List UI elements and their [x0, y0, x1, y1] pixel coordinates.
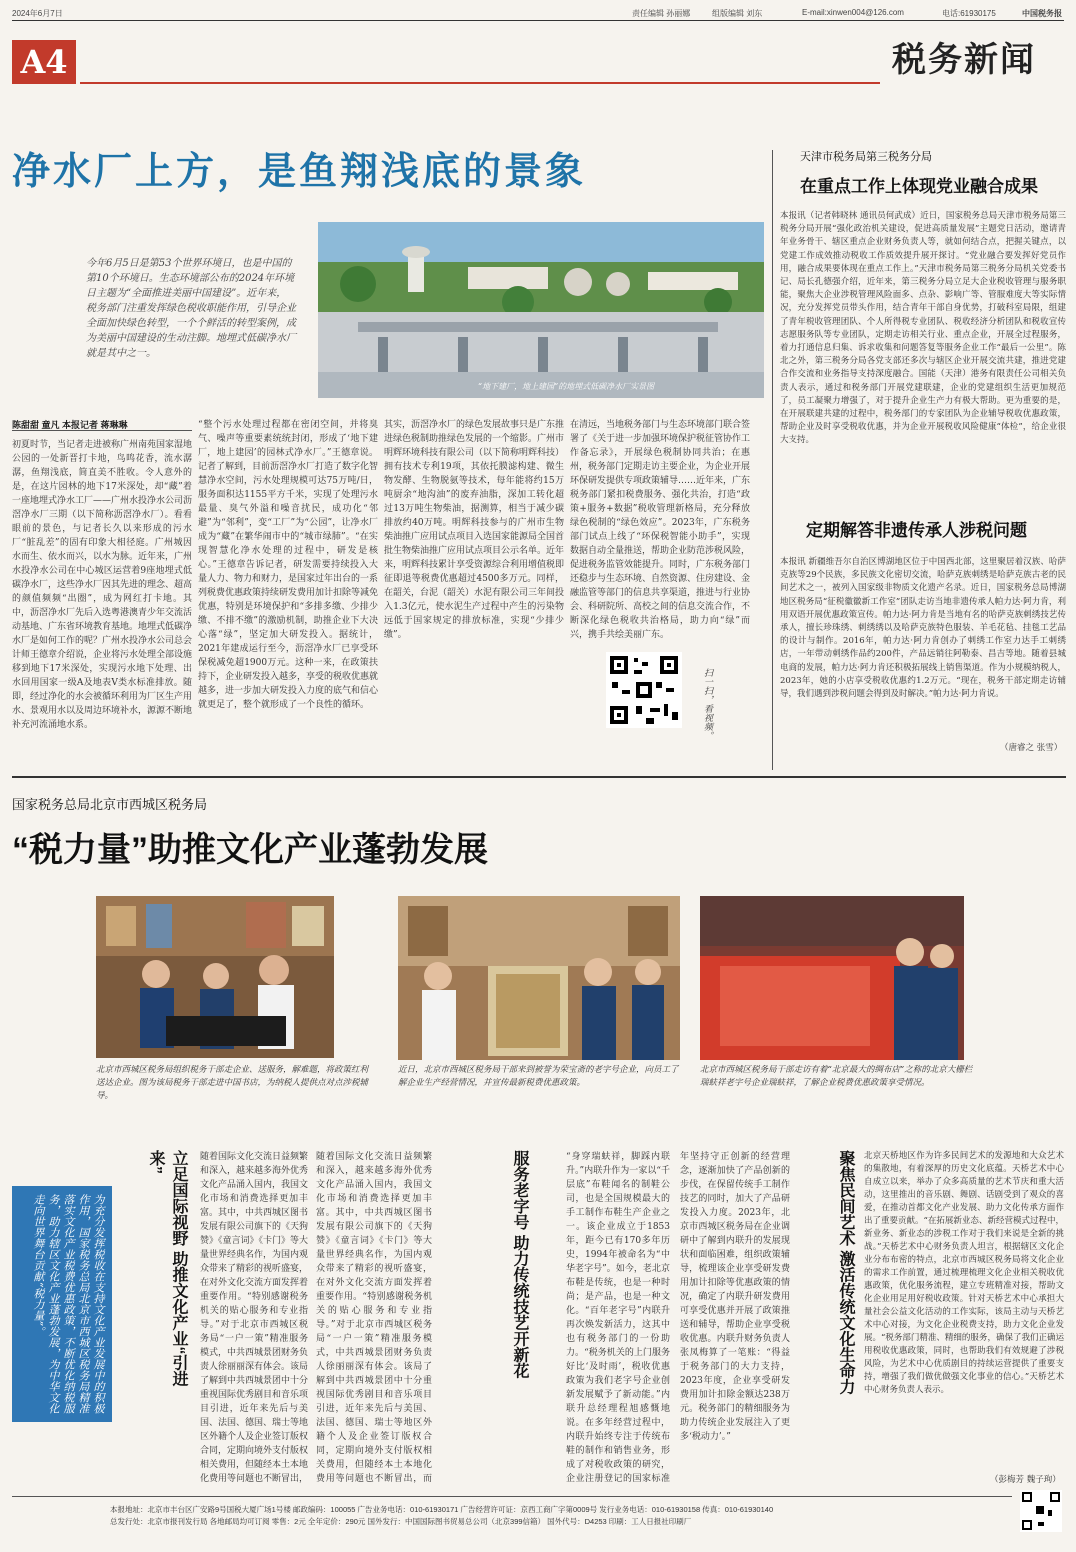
video-qr-code[interactable] — [606, 652, 682, 728]
sidebar2-body: 本报讯 新疆维吾尔自治区博湖地区位于中国西北部，这里聚居着汉族、哈萨克族等29个民族，多民族文化密切交流，哈萨克族刺绣是哈萨克族古老的民间艺术之一，被列入国家级非物质文化遗产名录。近日，国家税务总局博湖地区税务局“征税徽徽新工作室”团队走访当地非遗传承人帕力达·阿力肯，利用双语开展优惠政策宣传。帕力达·阿力肯是当地有名的哈萨克族刺绣技艺传承人，擅长珍珠绣、刺绣绣以及哈萨克族特色服装、羊毛花毡、挂毯工艺品的设计与制作。2016年，帕力达·阿力肯创办了刺绣工作室力达手工刺绣店，一年带动刺绣作品约200件，产品远销往阿勒泰、昌吉等地。随着县城电商的发展，帕力达·阿力肯还积极拓展线上销售渠道。作为小规模纳税人，2023年，她的小店享受税收优惠约1.2万元。“现在，税务干部定期走访辅导，我们遇到涉税问题会得到及时解决。”帕力达·阿力肯说。 — [780, 557, 1066, 700]
byline-rule — [12, 430, 192, 431]
lead-photo — [318, 222, 764, 398]
header-rule — [80, 82, 880, 84]
sub1-headline: 立足国际视野 助推文化产业“引进来” — [147, 1150, 187, 1387]
second-byline: （彭梅芳 魏子珣） — [990, 1475, 1061, 1485]
editor-note: 为充分发挥税收在支持文化产业发展中的积极作用，国家税务总局北京市西城区税务局精准落实文化产业税费优惠政策，不断优化纳税服务，助力辖区文化产业蓬勃发展，为中华文化走向世界舞台贡献“税力量”。 — [32, 1194, 105, 1414]
lead-column-2: “整个污水处理过程都在密闭空间，并将臭气、噪声等重要素统统封闭，形成了‘地下建厂，地上建园’的园林式净水厂。”王德章说。记者了解到，目前沥滘净水厂打造了数字化智慧净水空间，污水处理规模可达75万吨/日，服务面积达1155平方千米，实现了处理污水最量、臭气外溢和噪音扰民，成功化“邻避”为“邻利”，变“工厂”为“公园”，让净水厂成为“藏”在繁华闹市中的“城市绿肺”。“在实现智慧化净水处理的过程中，研发是核心。”王德章告诉记者，研发需要持续投入大量人力、物力和财力，是国家过年出台的一系列税费优惠政策持续研发费用加计扣除等减免优惠，特别是环境保护和“多排多缴、少排少缴、不排不缴”的激励机制，助推企业下大决心落“绿”，坚定加大研发投入。据统计，2021年建成运行至今，沥滘净水厂已享受环保税减免超1900万元。这种一来，在政策扶持下，企业研发投入越多，享受的税收优惠就越多，进一步加大研发投入力度的底气和信心就更足了，整个就形成了一个良性的循环。 — [198, 420, 378, 710]
footer-line-1: 本报地址：北京市丰台区广安路9号国税大厦广场1号楼 邮政编码：100055 广告业务电话：010-61930171 广告经营许可证：京西工商广字第0009号 发行业务电话：010-61930158 传真：010-61930140 — [110, 1505, 774, 1514]
lead-photo-caption: “地下建厂，地上建园”的地埋式低碳净水厂实景图 — [478, 382, 655, 391]
lead-intro: 今年6月5日是第53个世界环境日，也是中国的第10个环境日。生态环境部公布的2024年环境日主题为“全面推进美丽中国建设”。近年来，税务部门注重发挥绿色税收职能作用，引导企业全面加快绿色转型，一个个鲜活的转型案例，成为美丽中国建设的生动注脚。地埋式低碳净水厂就是其中之一。 — [86, 258, 296, 359]
page-number: A4 — [12, 40, 76, 84]
footer-qr-code[interactable] — [1020, 1490, 1062, 1532]
sub3-headline: 聚焦民间艺术 激活传统文化生命力 — [837, 1150, 854, 1395]
issue-date: 2024年6月7日 — [12, 9, 63, 18]
footer-rule — [12, 1496, 1012, 1497]
photo-ruifuxiang — [700, 896, 964, 1060]
lead-headline: 净水厂上方，是鱼翔浅底的景象 — [12, 148, 587, 193]
sidebar2-headline: 定期解答非遗传承人涉税问题 — [806, 521, 1027, 540]
second-headline: “税力量”助推文化产业蓬勃发展 — [12, 831, 488, 869]
water-plant-illustration — [318, 222, 764, 398]
sub3-body: 北京天桥地区作为许多民间艺术的发源地和大众艺术的集散地，有着深厚的历史文化底蕴。天桥艺术中心自成立以来，举办了众多高质量的艺术节庆和重大活动，这里推出的音乐剧、舞剧、话剧受到了观众的喜爱，在推动首都文化产业发展、助力文化传承方面作出了重要贡献。“在拓展新业态、新经营模式过程中，新业务、新业态的涉税工作对于我们来说是全新的挑战。”天桥艺术中心财务负责人坦言，根据辖区文化企业分布布密的特点，北京市西城区税务局将文化企业的需求工作前置，通过梳理梳理文化企业相关税收优惠政策，优化服务流程，建立专班精准对接，帮助文化企业用足用好税收政策。针对天桥艺术中心承担大量社会公益文化活动的工作实际，该局主动与天桥艺术中心对接，为文化企业税费支持，助力文化企业发展。“税务部门精准、精细的服务，确保了我们正确运用税收优惠政策，同时，也帮助我们有效规避了涉税风险，为艺术中心优质剧目的持续运营提供了重要支持，增强了我们做优做强文化事业的信心。”天桥艺术中心财务负责人表示。 — [864, 1151, 1064, 1395]
sidebar2-byline: （唐睿之 张雪） — [1000, 743, 1063, 753]
section-divider — [12, 776, 1066, 778]
footer-line-2: 总发行处：北京市报刊发行局 各地邮局均可订阅 零售：2元 全年定价：290元 国外发行：中国国际图书贸易总公司（北京399信箱） 国外代号：D4253 印刷：工人日报社印刷厂 — [110, 1517, 692, 1526]
photo3-caption: 北京市西城区税务局干部走访有着“北京最大的绸布店”之称的北京大栅栏瑞蚨祥老字号企业瑞蚨祥，了解企业税费优惠政策享受情况。 — [700, 1065, 973, 1088]
contact-email: E-mail:xinwen004@126.com — [802, 8, 904, 17]
qr-code-icon — [1020, 1490, 1062, 1532]
editor-credit: 责任编辑 孙丽娜 — [632, 9, 691, 18]
photo-bookstore — [96, 896, 334, 1058]
editor-note-box — [12, 1186, 112, 1422]
qr-code-icon — [606, 652, 682, 728]
sub2-body-2: 年坚持守正创新的经营理念，逐渐加快了产品创新的步伐，在保留传统手工制作技艺的同时，加大了产品研发投入力度。2023年，北京市西城区税务局在企业调研中了解到内联升的发展现状和面临困难，组织政策辅导，梳理该企业享受研发费用加计扣除等优惠政策的情况，确定了内联升研发费用可享受优惠并开展了政策推送和辅导，帮助企业享受税收优惠。内联升财务负责人张凤梅算了一笔账：“得益于税务部门的大力支持，2023年度，企业享受研发费用加计扣除金额达238万元。税务部门的精细服务为助力传统企业发展注入了更多‘税动力’。” — [680, 1152, 790, 1442]
section-title: 税务新闻 — [892, 40, 1036, 80]
sub2-body-1: “身穿瑞蚨祥，脚踩内联升。”内联升作为一家以“千层底”布鞋闻名的制鞋公司，也是全国规模最大的手工制作布鞋生产企业之一。该企业成立于1853年，距今已有170多年历史，1994年被命名为“中华老字号”。如今，老北京布鞋是传统，也是一种时尚；是产品，也是一种文化。“百年老字号”内联升再次焕发新活力，这其中也有税务部门的一份助力。“税务机关的上门服务好比‘及时雨’，税收优惠政策为我们老字号企业创新发展赋予了新动能。”内联升总经理程旭感慨地说。在多年经营过程中，内联升始终专注于传统布鞋的制作和销售业务，形成了对税收政策的研究，企业注册登记的国家标准 — [566, 1152, 670, 1484]
composer-credit: 组版编辑 刘东 — [712, 9, 763, 18]
sub1-body-1: 随着国际文化交流日益频繁和深入，越来越多海外优秀文化产品涌入国内，我国文化市场和消费选择更加丰富。其中，中共西城区图书发展有限公司旗下的《天狗赞》《童言词》《卡门》等大量世界经典名作，为国内观众带来了精彩的视听盛宴，在对外文化交流方面发挥着重要作用。“特别感谢税务机关的贴心服务和专业指导。”对于北京市西城区税务局“一户一策”精准服务模式，中共西城景团财务负责人徐丽丽深有体会。该局了解到中共西城景团中十分重视国际优秀剧目和音乐项目引进，近年来先后与美国、法国、德国、瑞士等地区外籍个人及企业签订版权合同，定期向境外支付版权相关费用，但随经本土本地化费用等问题也不断冒出， — [200, 1152, 308, 1484]
masthead-strip — [12, 6, 1064, 21]
footer — [110, 1504, 1010, 1528]
second-kicker: 国家税务总局北京市西城区税务局 — [12, 797, 208, 812]
qr-caption: 扫一扫，看视频。 — [702, 668, 712, 740]
paper-name: 中国税务报 — [1022, 9, 1062, 18]
lead-column-3: 其实，沥滘净水厂的绿色发展故事只是广东推进绿色税制助推绿色发展的一个缩影。广州市明辉环境科技有限公司（以下简称明辉科技）拥有技术专利19项，其依托膜滤构建、微生物发酵、生物脱氨等技术，每年能将约15万吨厨余“地沟油”的废弃油脂，深加工转化超过13万吨生物柴油，据测算，相当于减少碳排放约40万吨。明辉科技参与的广州市生物柴油推广应用试点项目入选国家能源局全国首批生物柴油推广应用试点项目公示名单。近年来，明辉科技累计享受资源综合利用增值税即征即退等税费优惠超过4500多万元。同样，在韶关，台泥（韶关）水泥有限公司三年间投入1.3亿元，使水泥生产过程中产生的污染物远低于国家规定的排放标准，实现“少排少缴”。 — [384, 420, 564, 640]
photo-rongbaozhai — [398, 896, 680, 1060]
photo2-caption: 近日，北京市西城区税务局干部来到被誉为荣宝斋的老字号企业，向员工了解企业生产经营情况，并宣传最新税费优惠政策。 — [398, 1065, 679, 1088]
sidebar1-headline: 在重点工作上体现党业融合成果 — [800, 177, 1038, 196]
photo1-caption: 北京市西城区税务局组织税务干部走企业、送服务，解难题，将政策红利送达企业。图为该局税务干部走进中国书店，为纳税人提供点对点涉税辅导。 — [96, 1065, 369, 1101]
contact-phone: 电话:61930175 — [942, 9, 996, 18]
sub2-headline: 服务老字号 助力传统技艺开新花 — [511, 1150, 528, 1379]
lead-column-4: 在清远，当地税务部门与生态环境部门联合签署了《关于进一步加强环境保护税征管协作工作备忘录》，开展绿色税制协同共治；在惠州，税务部门定期走访主要企业，为企业开展环保研发提供专项政策辅导……近年来，广东税务部门紧扣税费服务、强化共治，打造“政策+服务+数据”税收管理新格局，充分释放绿色税制的“绿色效应”。2023年，广东税务部门试点上线了“环保税智能小助手”，实现数据自动全量推送，帮助企业防范涉税风险，促进税务监管效能提升。同时，广东税务部门还稳步与生态环境、自然资源、住房建设、金融监管等部门的信息共享渠道，推进与行业协会、科研院所、高校之间的信息交流合作，不断深化绿色税收共治格局，助力向“绿”而兴，携手共绘美丽广东。 — [570, 420, 750, 640]
lead-column-1: 初夏时节，当记者走进被称广州南苑国家湿地公园的一处新晋打卡地，鸟鸣花香，流水潺潺，鱼翔浅底，简直美不胜收。令人意外的是，在这片园林的地下17米深处，却“藏”着一座地埋式净水工厂——广州水投净水公司沥滘净水厂三期（以下简称沥滘净水厂）。看看眼前的景色，与记者长久以来形成的污水厂“脏乱差”的固有印象大相径庭。广州城因水而生、依水而兴，以水为脉。近年来，广州水投净水公司在中心城区运营着9座地埋式低碳净水厂，这些净水厂因其先进的理念、超高的颜值频频“出圈”，成为网红打卡地。其中，沥滘净水厂先后入选粤港澳青少年交流活动基地、广东省环境教育基地。地埋式低碳净水厂是如何工作的呢？广州水投净水公司总会计师王德章介绍说，企业将污水处理全部设施移到地下17米深处，实现污水地下处理、出水回用国家一级A及地表V类水标准排放。随即，经过净化的水会被循环利用为厂区生产用水、景观用水以及周边环境补水，源源不断地补充河流涌地水系。 — [12, 440, 192, 730]
sidebar-divider — [772, 150, 773, 770]
sidebar1-body: 本报讯（记者韩晓林 通讯员何武成）近日，国家税务总局天津市税务局第三税务分局开展“强化政治机关建设，促进高质量发展”主题党日活动，邀请青年业务骨干、辖区重点企业财务负责人等，就如何结合点，把握关键点，以党建工作成效推动税收工作质效提升展开探讨。“党业融合要发挥好党员作用，融合成果要体现在重点工作上。”天津市税务局第三税务分局机关党委书记、局长孔德强介绍，近年来，第三税务分局立足大企业税收管理与服务职能，聚焦大企业涉税管理风险面多、点杂、影响广等、管服难度大等实际情况，充分发挥党员带头作用，结合青年干部自身优势，打破科室局限，组建了青年税收管理团队、个人所得税专业团队、税收经济分析团队和税收宣传志愿服务队等专业团队，定期走访相关行业、重点企业，开展全过程服务，着力打通信息归集、诉求收集和问题答复等服务企业工作“最后一公里”。陈北之外，第三税务分局各党支部还多次与辖区企业开展交流共建，推进党建合作交流和业务指导支持深度融合。国能（天津）港务有限责任公司相关负责人表示，通过和税务部门开展党建联建，企业的党建组织生活更加规范了，员工凝聚力增强了，对于提升企业生产力有极大帮助。更为重要的是，在开展联建共建的过程中，税务部门的专家团队为企业辅导税收优惠政策，帮助企业及时享受税收优惠，并为企业开展税收风险健康“体检”，给企业很大支持。 — [780, 211, 1066, 446]
lead-byline: 陈甜甜 童凡 本报记者 蒋琳琳 — [12, 420, 128, 430]
sidebar1-kicker: 天津市税务局第三税务分局 — [800, 151, 932, 163]
sub1-body-2: 随着国际文化交流日益频繁和深入，越来越多海外优秀文化产品涌入国内，我国文化市场和消费选择更加丰富。其中，中共西城区图书发展有限公司旗下的《天狗赞》《童言词》《卡门》等大量世界经典名作，为国内观众带来了精彩的视听盛宴，在对外文化交流方面发挥着重要作用。“特别感谢税务机关的贴心服务和专业指导。”对于北京市西城区税务局“一户一策”精准服务模式，中共西城景团财务负责人徐丽丽深有体会。该局了解到中共西城景团中十分重视国际优秀剧目和音乐项目引进，近年来先后与美国、法国、德国、瑞士等地区外籍个人及企业签订版权合同，定期向境外支付版权相关费用，但随经本土本地化费用等问题也不断冒出，而 — [316, 1152, 432, 1484]
